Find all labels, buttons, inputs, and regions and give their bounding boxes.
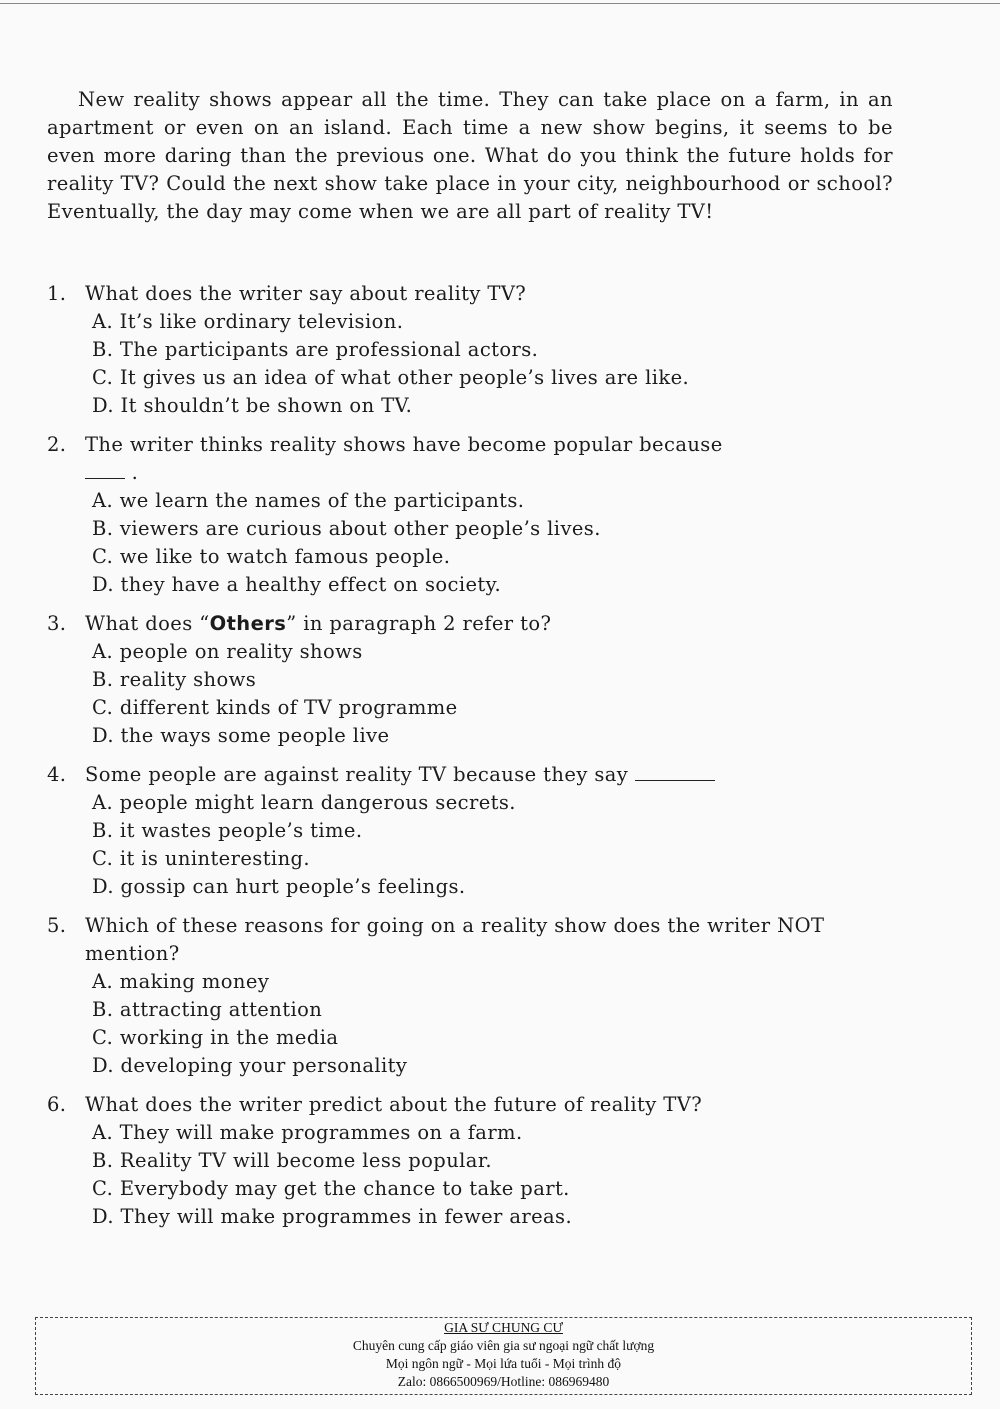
answer-blank bbox=[635, 766, 715, 781]
question-text: What does “Others” in paragraph 2 refer to? bbox=[85, 612, 552, 635]
footer-title: GIA SƯ CHUNG CƯ bbox=[444, 1320, 563, 1335]
option-d: D. developing your personality bbox=[92, 1054, 408, 1077]
question-5 bbox=[47, 912, 947, 1080]
option-a: A. It’s like ordinary television. bbox=[92, 310, 404, 333]
option-c: C. working in the media bbox=[92, 1026, 339, 1049]
option-b: B. reality shows bbox=[92, 668, 257, 691]
question-text: Which of these reasons for going on a reality show does the writer NOT mention? bbox=[85, 914, 825, 965]
option-a: A. making money bbox=[92, 970, 270, 993]
top-border-line bbox=[0, 3, 1000, 4]
question-2 bbox=[47, 431, 947, 599]
question-3 bbox=[47, 610, 947, 750]
option-b: B. The participants are professional actors. bbox=[92, 338, 539, 361]
question-4 bbox=[47, 761, 947, 901]
option-d: D. It shouldn’t be shown on TV. bbox=[92, 394, 413, 417]
question-number: 4. bbox=[47, 763, 67, 786]
question-text: The writer thinks reality shows have become popular because bbox=[85, 433, 723, 456]
footer-subtitle: Mọi ngôn ngữ - Mọi lứa tuổi - Mọi trình độ bbox=[385, 1356, 622, 1371]
question-number: 2. bbox=[47, 433, 67, 456]
option-c: C. it is uninteresting. bbox=[92, 847, 311, 870]
option-a: A. people might learn dangerous secrets. bbox=[92, 791, 516, 814]
option-d: D. the ways some people live bbox=[92, 724, 390, 747]
question-number: 6. bbox=[47, 1093, 67, 1116]
option-b: B. Reality TV will become less popular. bbox=[92, 1149, 492, 1172]
footer-tagline: Chuyên cung cấp giáo viên gia sư ngoại ngữ chất lượng bbox=[352, 1338, 655, 1353]
option-a: A. people on reality shows bbox=[92, 640, 363, 663]
option-c: C. It gives us an idea of what other people’s lives are like. bbox=[92, 366, 690, 389]
option-d: D. they have a healthy effect on society. bbox=[92, 573, 502, 596]
question-text: What does the writer say about reality TV? bbox=[85, 282, 527, 305]
footer-box bbox=[35, 1317, 972, 1395]
reading-passage bbox=[47, 86, 893, 226]
question-6 bbox=[47, 1091, 947, 1231]
question-text: Some people are against reality TV because they say bbox=[85, 763, 629, 786]
answer-blank: . bbox=[85, 459, 138, 487]
question-1 bbox=[47, 280, 947, 420]
question-number: 1. bbox=[47, 282, 67, 305]
question-list bbox=[47, 280, 947, 1242]
question-number: 3. bbox=[47, 612, 67, 635]
bold-term: Others bbox=[209, 612, 287, 635]
option-c: C. different kinds of TV programme bbox=[92, 696, 458, 719]
option-a: A. They will make programmes on a farm. bbox=[92, 1121, 523, 1144]
option-c: C. Everybody may get the chance to take part. bbox=[92, 1177, 570, 1200]
option-a: A. we learn the names of the participants. bbox=[92, 489, 525, 512]
option-b: B. viewers are curious about other people’s lives. bbox=[92, 517, 601, 540]
question-text: What does the writer predict about the future of reality TV? bbox=[85, 1093, 703, 1116]
question-number: 5. bbox=[47, 914, 67, 937]
option-b: B. attracting attention bbox=[92, 998, 323, 1021]
footer-contact: Zalo: 0866500969/Hotline: 086969480 bbox=[397, 1374, 610, 1389]
option-b: B. it wastes people’s time. bbox=[92, 819, 363, 842]
option-d: D. They will make programmes in fewer areas. bbox=[92, 1205, 573, 1228]
option-c: C. we like to watch famous people. bbox=[92, 545, 451, 568]
passage-text: New reality shows appear all the time. They can take place on a farm, in an apartment or even on an island. Each time a new show begins, it seems to be even more daring than the previous one. What do you think the future holds for reality TV? Could the next show take place in your city, neighbourhood or school? Eventually, the day may come when we are all part of reality TV! bbox=[47, 88, 893, 223]
option-d: D. gossip can hurt people’s feelings. bbox=[92, 875, 466, 898]
